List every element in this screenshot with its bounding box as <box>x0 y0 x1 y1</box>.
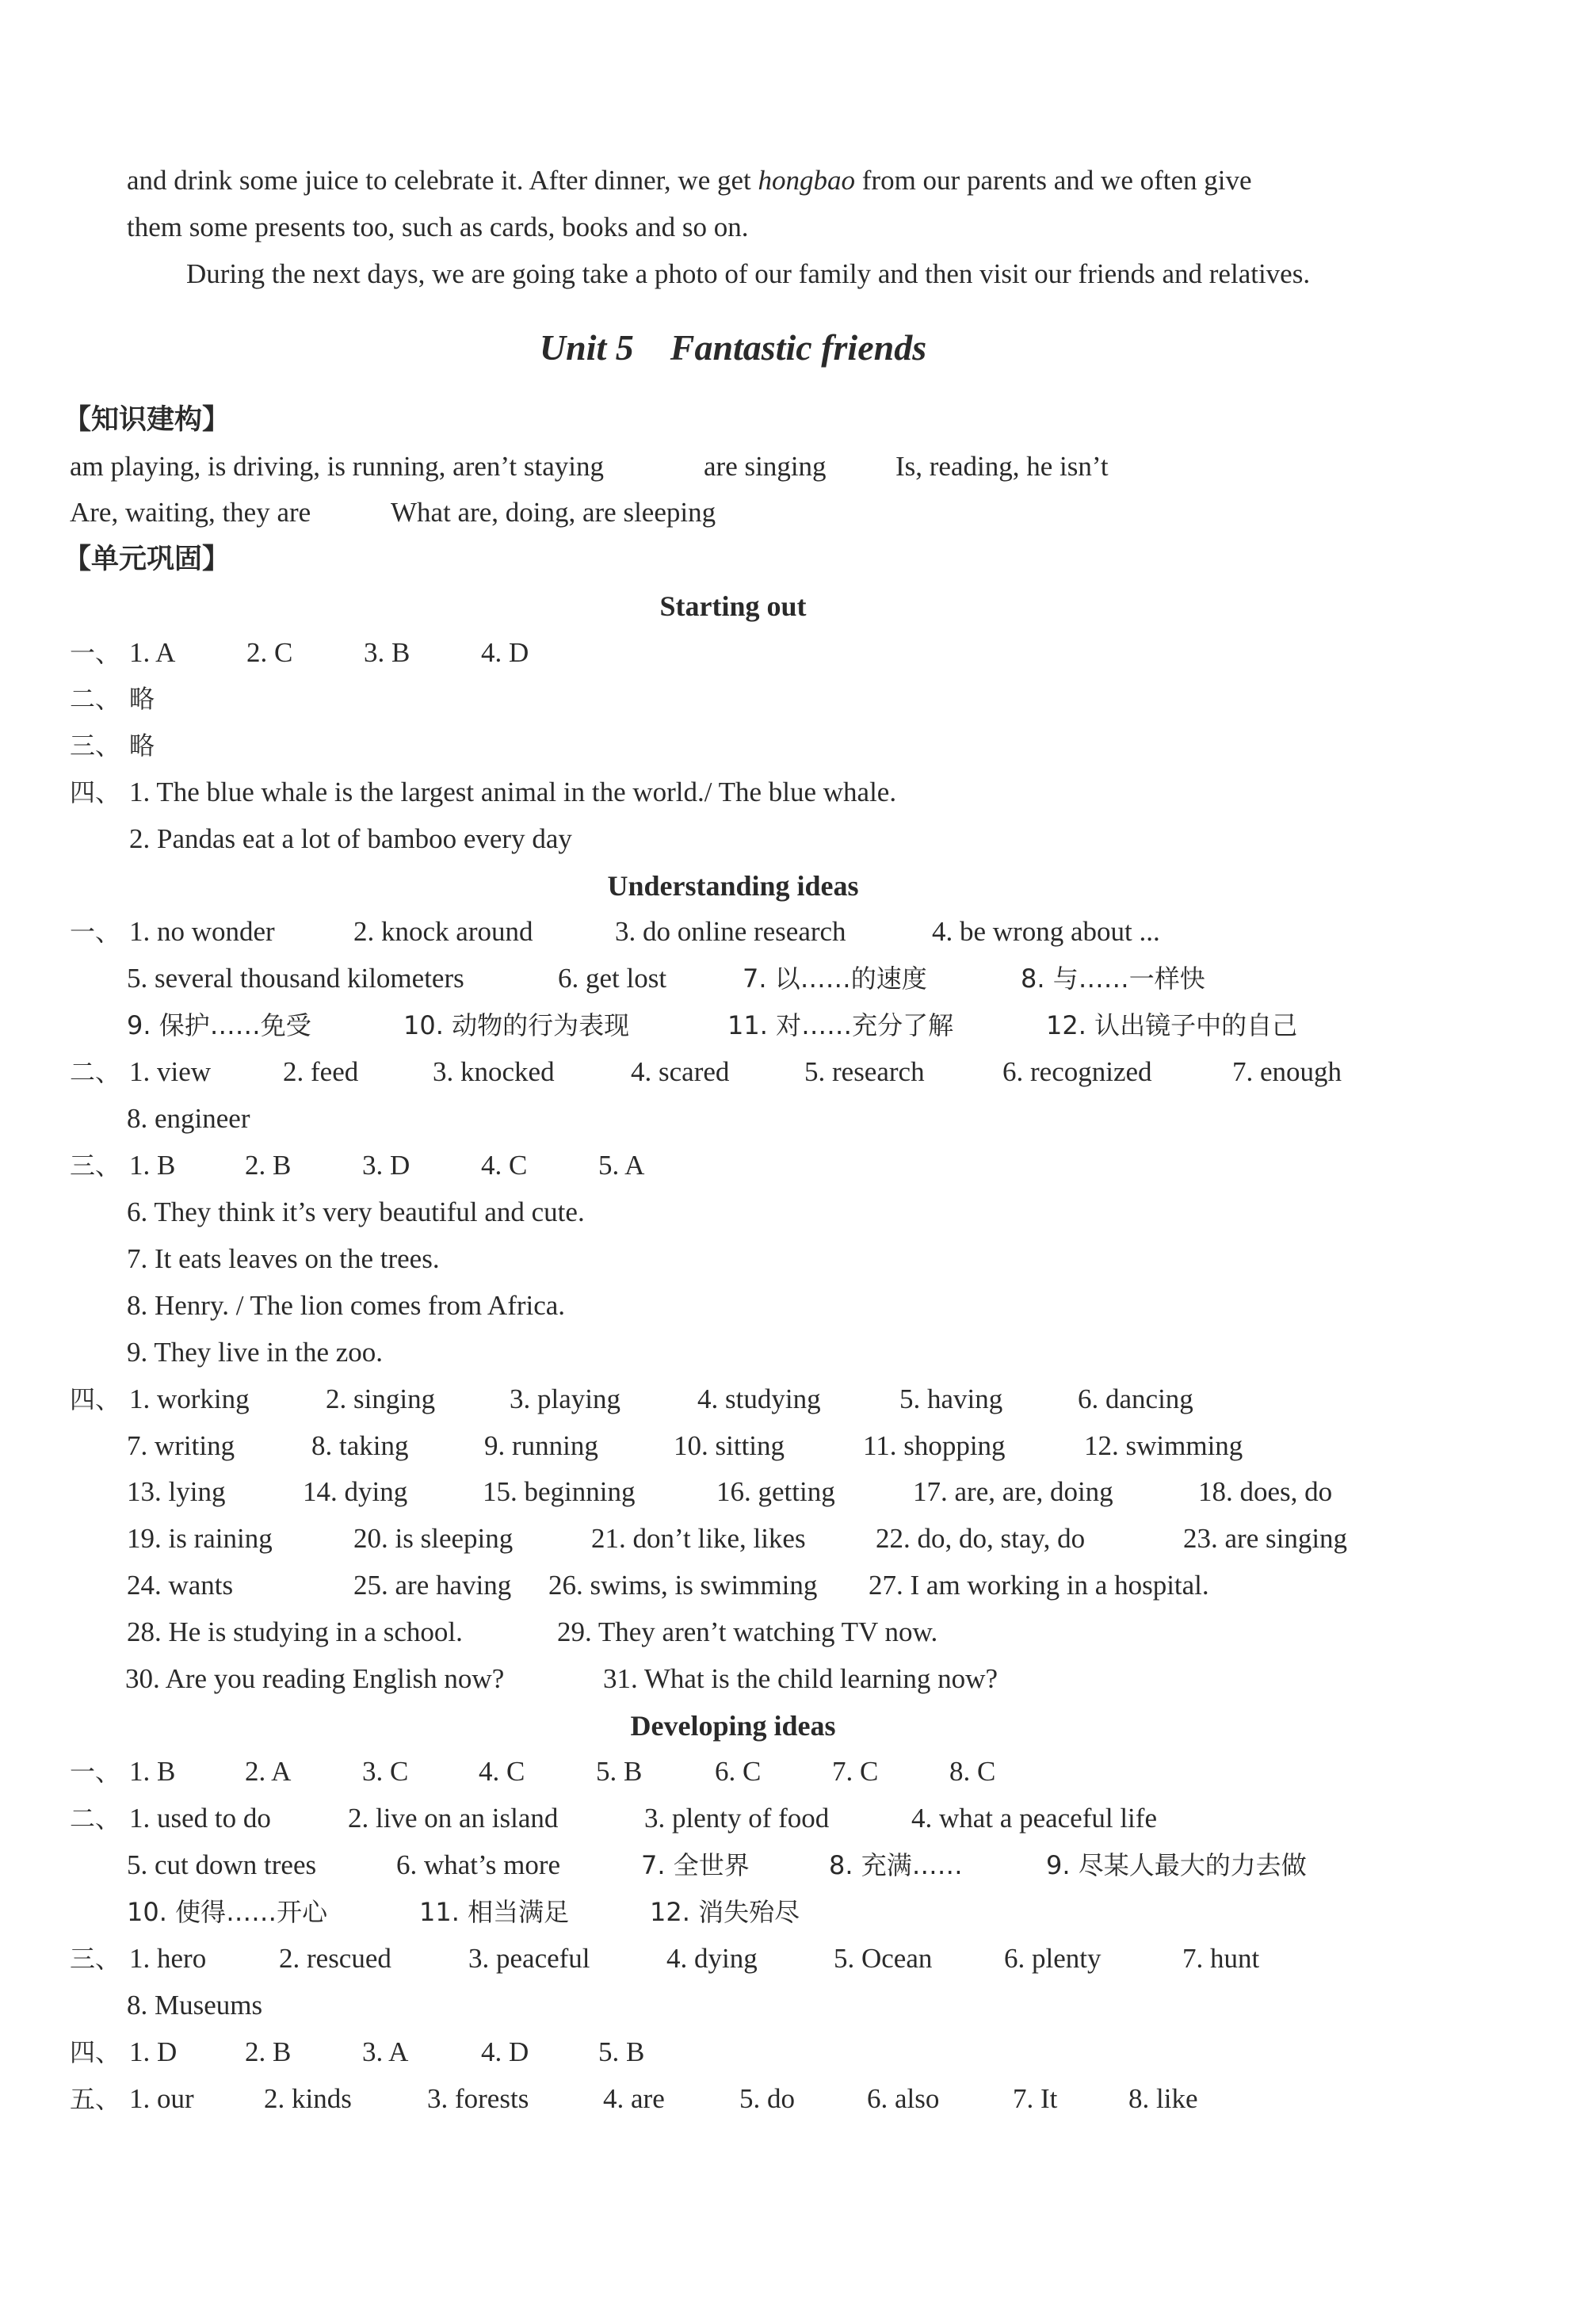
answer-item: 2. C <box>246 637 293 668</box>
answer-item: 2. B <box>245 1150 292 1181</box>
answer-item: 1. working <box>129 1383 250 1414</box>
answer-item: 12. 消失殆尽 <box>650 1897 800 1927</box>
answer-item: 12. swimming <box>1084 1430 1243 1461</box>
answer-item: 5. having <box>899 1383 1003 1414</box>
answer-item: 3. knocked <box>433 1056 555 1087</box>
part-label: 一、 <box>70 1757 121 1787</box>
knowledge-answer: am playing, is driving, is running, aren’t staying <box>70 451 604 482</box>
answer-item: 1. used to do <box>129 1803 271 1834</box>
answer-item: 3. A <box>362 2036 409 2067</box>
answer-item: 1. hero <box>129 1943 207 1974</box>
answer-item: 2. singing <box>326 1383 436 1414</box>
answer-item: 7. enough <box>1232 1056 1342 1087</box>
answer-item: 11. shopping <box>863 1430 1006 1461</box>
answer-item: 4. C <box>481 1150 528 1181</box>
answer-item: 3. forests <box>427 2083 529 2114</box>
answer-item: 3. D <box>362 1150 410 1181</box>
answer-item: 1. D <box>129 2036 178 2067</box>
answer-item: 21. don’t like, likes <box>591 1523 806 1554</box>
answer-item: 4. D <box>481 637 529 668</box>
section-title-starting-out: Starting out <box>659 590 807 622</box>
knowledge-heading: 【知识建构】 <box>63 404 231 436</box>
answer-item: 1. A <box>129 637 176 668</box>
answer-item: 31. What is the child learning now? <box>603 1663 998 1694</box>
section-title-developing-ideas: Developing ideas <box>630 1710 836 1742</box>
answer-item: 10. 使得……开心 <box>127 1897 328 1927</box>
knowledge-answer: Is, reading, he isn’t <box>895 451 1109 482</box>
answer-item: 3. B <box>364 637 410 668</box>
answer-item: 13. lying <box>127 1476 226 1507</box>
answer-item: 22. do, do, stay, do <box>876 1523 1086 1554</box>
answer-item: 5. B <box>596 1756 643 1787</box>
answer-item: 24. wants <box>127 1570 234 1601</box>
answer-item: 4. what a peaceful life <box>911 1803 1157 1834</box>
answer-item: 7. 以……的速度 <box>743 964 927 994</box>
answer-item: 27. I am working in a hospital. <box>869 1570 1209 1601</box>
answer-item: 8. taking <box>311 1430 409 1461</box>
intro-line-2: them some presents too, such as cards, books and so on. <box>127 212 749 242</box>
answer-item: 1. The blue whale is the largest animal in the world./ The blue whale. <box>129 777 897 807</box>
answer-item: 5. A <box>598 1150 645 1181</box>
answer-item: 4. studying <box>697 1383 821 1414</box>
answer-item: 略 <box>129 731 155 761</box>
answer-item: 20. is sleeping <box>353 1523 514 1554</box>
answer-item: 11. 相当满足 <box>419 1897 570 1927</box>
answer-item: 2. rescued <box>279 1943 391 1974</box>
answer-item: 2. Pandas eat a lot of bamboo every day <box>129 823 572 854</box>
answer-item: 6. plenty <box>1004 1943 1102 1974</box>
answer-item: 7. It <box>1013 2083 1058 2114</box>
part-label: 四、 <box>70 777 121 807</box>
answer-item: 4. scared <box>631 1056 730 1087</box>
answer-item: 8. engineer <box>127 1103 250 1134</box>
answer-item: 26. swims, is swimming <box>548 1570 818 1601</box>
answer-item: 8. Museums <box>127 1990 263 2021</box>
answer-item: 9. 尽某人最大的力去做 <box>1046 1850 1307 1880</box>
answer-item: 4. D <box>481 2036 529 2067</box>
answer-item: 16. getting <box>716 1476 835 1507</box>
answer-item: 28. He is studying in a school. <box>127 1616 463 1647</box>
answer-item: 6. get lost <box>558 963 667 994</box>
answer-item: 5. Ocean <box>834 1943 933 1974</box>
answer-item: 8. 与……一样快 <box>1021 964 1205 994</box>
knowledge-answer: What are, doing, are sleeping <box>391 497 716 528</box>
answer-item: 1. view <box>129 1056 212 1087</box>
part-label: 二、 <box>70 1057 121 1087</box>
part-label: 三、 <box>70 1151 121 1181</box>
answer-item: 9. running <box>484 1430 598 1461</box>
answer-item: 4. C <box>479 1756 525 1787</box>
answer-item: 10. sitting <box>674 1430 785 1461</box>
part-label: 三、 <box>70 1944 121 1974</box>
answer-item: 3. C <box>362 1756 409 1787</box>
answer-item: 5. research <box>804 1056 925 1087</box>
answer-item: 2. live on an island <box>348 1803 559 1834</box>
answer-item: 6. dancing <box>1078 1383 1193 1414</box>
answer-item: 1. no wonder <box>129 916 275 947</box>
answer-item: 6. recognized <box>1002 1056 1152 1087</box>
answer-item: 23. are singing <box>1183 1523 1348 1554</box>
answer-item: 1. B <box>129 1150 176 1181</box>
answer-item: 2. kinds <box>264 2083 352 2114</box>
answer-item: 10. 动物的行为表现 <box>403 1010 630 1040</box>
answer-item: 2. A <box>245 1756 292 1787</box>
answer-item: 15. beginning <box>483 1476 636 1507</box>
answer-item: 3. playing <box>510 1383 620 1414</box>
answer-item: 略 <box>129 684 155 714</box>
answer-item: 17. are, are, doing <box>913 1476 1113 1507</box>
knowledge-answer: Are, waiting, they are <box>70 497 311 528</box>
part-label: 二、 <box>70 1803 121 1834</box>
answer-item: 8. Henry. / The lion comes from Africa. <box>127 1290 566 1321</box>
answer-item: 6. also <box>867 2083 940 2114</box>
answer-item: 1. B <box>129 1756 176 1787</box>
answer-item: 3. peaceful <box>468 1943 590 1974</box>
answer-item: 7. hunt <box>1182 1943 1260 1974</box>
answer-item: 29. They aren’t watching TV now. <box>557 1616 938 1647</box>
knowledge-answer: are singing <box>704 451 827 482</box>
answer-item: 7. C <box>832 1756 879 1787</box>
answer-item: 7. writing <box>127 1430 235 1461</box>
intro-line-1: and drink some juice to celebrate it. After dinner, we get hongbao from our parents and we often give <box>127 165 1252 196</box>
answer-item: 3. do online research <box>615 916 846 947</box>
part-label: 四、 <box>70 2037 121 2067</box>
answer-item: 12. 认出镜子中的自己 <box>1046 1010 1298 1040</box>
section-title-understanding-ideas: Understanding ideas <box>607 870 859 902</box>
answer-item: 4. dying <box>666 1943 758 1974</box>
answer-item: 2. feed <box>283 1056 359 1087</box>
answer-item: 7. 全世界 <box>641 1850 750 1880</box>
answer-item: 5. cut down trees <box>127 1849 317 1880</box>
answer-item: 25. are having <box>353 1570 512 1601</box>
answer-item: 8. C <box>949 1756 996 1787</box>
answer-item: 19. is raining <box>127 1523 273 1554</box>
answer-item: 4. are <box>603 2083 665 2114</box>
answer-item: 5. B <box>598 2036 645 2067</box>
answer-item: 18. does, do <box>1198 1476 1333 1507</box>
answer-item: 9. They live in the zoo. <box>127 1337 384 1368</box>
answer-item: 14. dying <box>303 1476 408 1507</box>
answer-item: 8. 充满…… <box>829 1850 963 1880</box>
answer-item: 2. B <box>245 2036 292 2067</box>
answer-item: 8. like <box>1128 2083 1198 2114</box>
part-label: 二、 <box>70 684 121 714</box>
answer-item: 11. 对……充分了解 <box>727 1010 954 1040</box>
answer-item: 6. They think it’s very beautiful and cute. <box>127 1196 585 1227</box>
answer-item: 7. It eats leaves on the trees. <box>127 1243 440 1274</box>
part-label: 五、 <box>70 2084 121 2114</box>
part-label: 一、 <box>70 917 121 947</box>
answer-item: 2. knock around <box>353 916 533 947</box>
intro-line-3: During the next days, we are going take a photo of our family and then visit our friends and relatives. <box>186 258 1311 289</box>
answer-item: 3. plenty of food <box>644 1803 830 1834</box>
answer-item: 1. our <box>129 2083 194 2114</box>
answer-item: 4. be wrong about ... <box>932 916 1160 947</box>
unit-title: Unit 5 Fantastic friends <box>539 327 927 368</box>
part-label: 一、 <box>70 638 121 668</box>
answer-item: 5. do <box>739 2083 795 2114</box>
hongbao-term: hongbao <box>758 165 856 196</box>
consolidation-heading: 【单元巩固】 <box>63 544 231 575</box>
answer-item: 6. what’s more <box>396 1849 561 1880</box>
answer-item: 6. C <box>715 1756 762 1787</box>
answer-item: 5. several thousand kilometers <box>127 963 464 994</box>
answer-item: 9. 保护……免受 <box>127 1010 311 1040</box>
part-label: 四、 <box>70 1384 121 1414</box>
part-label: 三、 <box>70 731 121 761</box>
answer-item: 30. Are you reading English now? <box>125 1663 505 1694</box>
